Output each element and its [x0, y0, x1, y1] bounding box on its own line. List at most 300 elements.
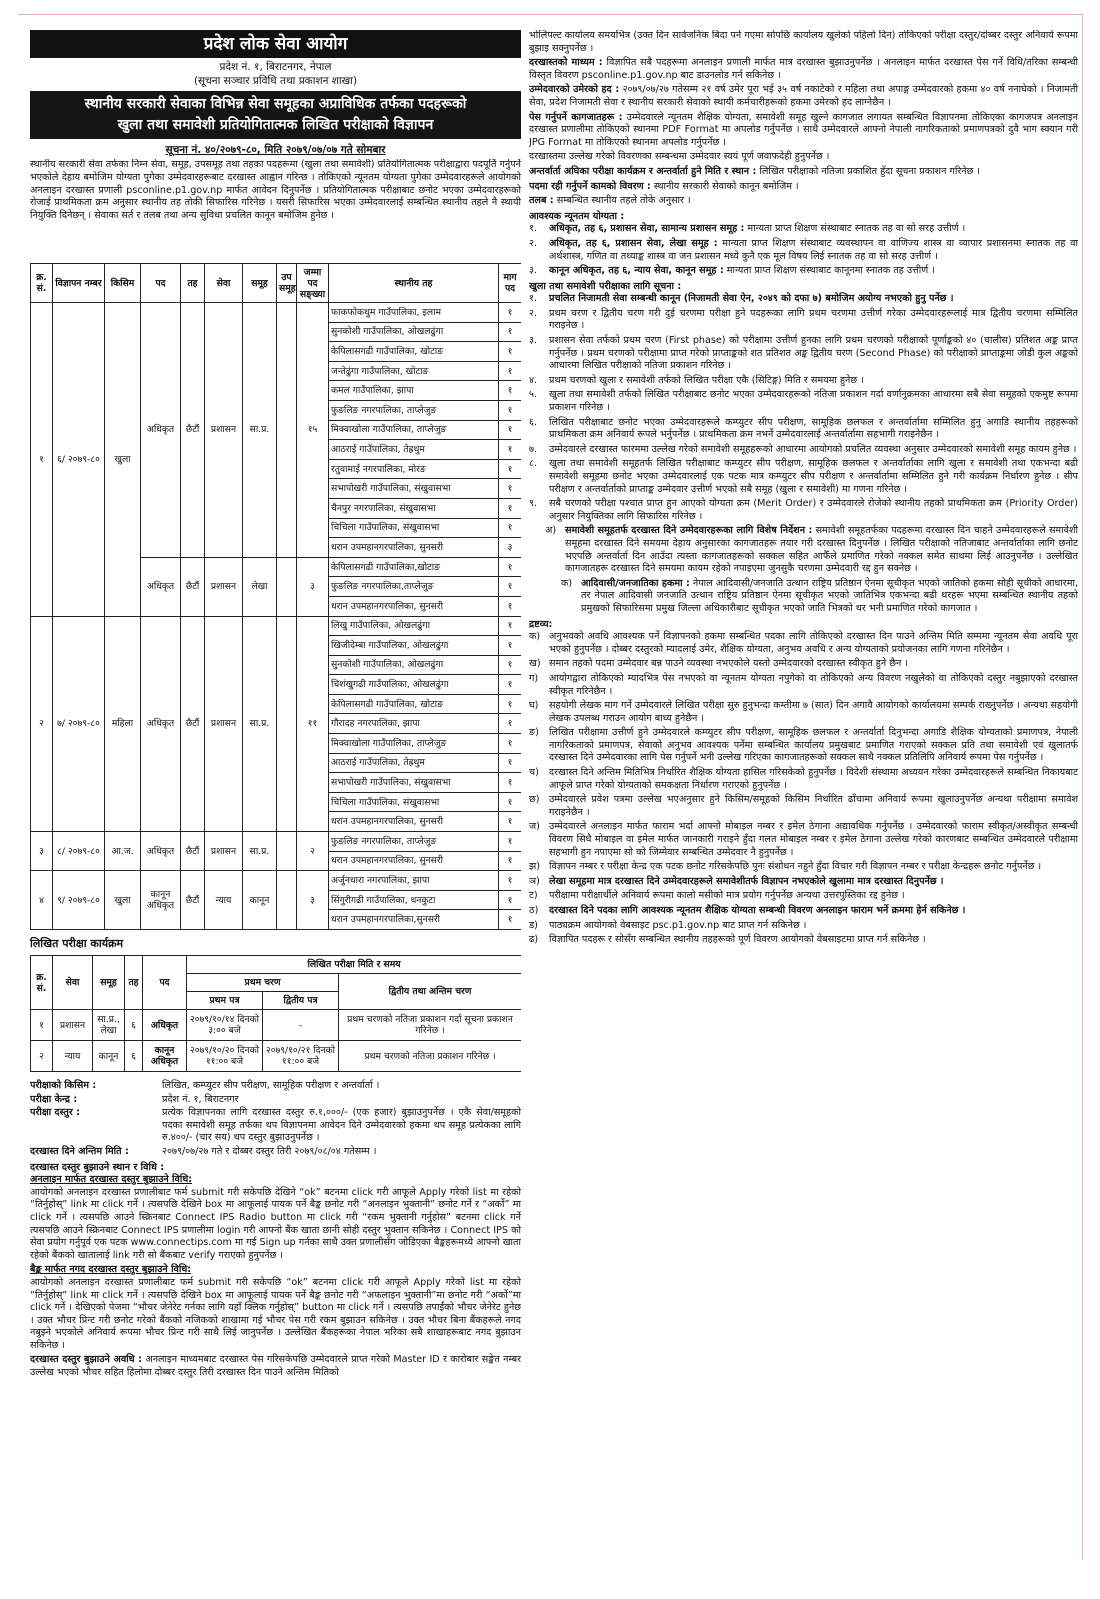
list-text: खुला तथा समावेशी तर्फको लिखित परीक्षाबाट छनोट भएका उम्मेदवारहरूको नतिजा प्रकाशन गर्दा वर्णानुक्रमका आधारमा सबै सेवा समूहको एकमुष्ट रूपमा प्रकाशन गरिनेछ ।: [549, 389, 1078, 414]
list-body: [549, 861, 1078, 874]
cell-demand: १: [499, 773, 522, 793]
list-text: विज्ञापित पदहरू र सोसँग सम्बन्धित स्थानीय तहहरूको पूर्ण विवरण आयोगको वेबसाइटमा प्राप्त गर्न सकिनेछ ।: [549, 934, 926, 946]
table-row: [31, 832, 522, 852]
table-row: [31, 1010, 522, 1041]
cell-p1: २०७९/१०/१४ दिनको ३:०० बजे: [187, 1010, 263, 1041]
cell-demand: १: [499, 734, 522, 754]
list-item: [529, 238, 1078, 263]
cell-pad: अधिकृत: [141, 557, 181, 616]
list-number: ट): [529, 890, 538, 902]
info-row: [30, 1146, 521, 1159]
vacancy-col-header: क्र. सं.: [31, 264, 53, 303]
list-body: [549, 905, 1078, 918]
cell-local-level: धरान उपमहानगरपालिका, सुनसरी: [329, 538, 499, 558]
list-label: समावेशी समूहतर्फ दरखास्त दिने उम्मेदवारहरूका लागि विशेष निर्देशन :: [565, 525, 813, 537]
cell-upsamuh: [277, 871, 297, 930]
cell-local-level: सुनकोशी गाउँपालिका, ओखलढुंगा: [329, 655, 499, 675]
list-item: [529, 700, 1078, 725]
paragraph: [529, 151, 1078, 164]
exam-details: [30, 1080, 521, 1380]
cell-local-level: फाकफोकथुम गाउँपालिका, इलाम: [329, 303, 499, 323]
paragraph-text: भोलिपल्ट कार्यालय समयभित्र (उक्त दिन सार्वजनिक बिदा पर्न गएमा सोपछि कार्यालय खुलेको पहिलो दिन) तोकिएको परीक्षा दस्तुर/दोब्बर दस्तुर अनिवार्य रूपमा बुझाइ सक्नुपर्नेछ ।: [529, 30, 1078, 54]
cell-local-level: धरान उपमहानगरपालिका, सुनसरी: [329, 851, 499, 871]
list-text: उम्मेदवारले अनलाइन मार्फत फाराम भर्दा आफ्नो मोबाइल नम्बर र इमेल ठेगाना अद्यावधिक गर्नुपर्नेछ । उम्मेदवारको फाराम स्वीकृत/अस्वीकृत सम्बन्धी विवरण सिधै मोबाइल वा इमेल मार्फत जानकारी गराइने हुँदा गलत मोबाइल नम्बर र इमेल ठेगाना उल्लेख गरेको कारणबाट सम्बन्धित उम्मेदवारले परीक्षामा सहभागी हुन नपाएमा सो को जिम्मेवार सम्बन्धित उम्मेदवार नै हुनुपर्नेछ ।: [549, 821, 1078, 858]
cell-pad: अधिकृत: [141, 303, 181, 558]
cell-local-level: कमल गाउँपालिका, झापा: [329, 381, 499, 401]
list-item: [529, 375, 1078, 388]
info-label: परीक्षा केन्द्र :: [30, 1093, 78, 1105]
cell-demand: ३: [499, 538, 522, 558]
cell-local-level: सिंगुरीगढी गाउँपालिका, धनकुटा: [329, 890, 499, 910]
list-item: [529, 458, 1078, 496]
list-item: [529, 727, 1078, 765]
cell-demand: १: [499, 753, 522, 773]
cell-p1: २०७९/१०/२० दिनको ११:०० बजे: [187, 1041, 263, 1072]
col-taha: तह: [125, 956, 143, 1010]
list-number: क): [561, 577, 573, 589]
cell-p2: २०७९/१०/२१ दिनको ११:०० बजे: [263, 1041, 339, 1072]
cell-local-level: लिखु गाउँपालिका, ओखलढुंगा: [329, 616, 499, 636]
cell-demand: १: [499, 871, 522, 891]
cell-sn: १: [31, 1010, 53, 1041]
list-number: १.: [529, 223, 538, 235]
list-number: छ): [529, 794, 540, 806]
vacancy-col-header: उप समूह: [277, 264, 297, 303]
col-first-phase: प्रथम चरण: [187, 974, 339, 992]
paragraph-label: पदमा रही गर्नुपर्ने कामको विवरण :: [529, 180, 651, 192]
list-number: २.: [529, 307, 538, 319]
info-value: प्रत्येक विज्ञापनका लागि दरखास्त दस्तुर रु.१,०००/- (एक हजार) बुझाउनुपर्नेछ । एकै सेवा/समूहको पदका समावेशी समूह तर्फका थप विज्ञापनमा आवेदन दिने उम्मेदवारको हकमा थप समूह प्रत्येकका लागि रु.४००/- (चार सय) थप दस्तुर बुझाउनुपर्नेछ ।: [162, 1107, 521, 1144]
list-label: अधिकृत, तह ६, प्रशासन सेवा, सामान्य प्रशासन समूह :: [549, 223, 745, 235]
cell-demand: १: [499, 479, 522, 499]
table-row: [31, 303, 522, 323]
cell-demand: १: [499, 518, 522, 538]
cell-kisim: खुला: [105, 871, 141, 930]
cell-total: ३: [297, 557, 329, 616]
paragraph-text: स्थानीय सरकारी सेवाको कानून बमोजिम ।: [653, 180, 799, 192]
paragraph: [529, 181, 1078, 194]
list-body: [549, 335, 1078, 373]
list-body: [549, 794, 1078, 819]
cell-demand: १: [499, 890, 522, 910]
vacancy-col-header: समूह: [243, 264, 277, 303]
col-sewa: सेवा: [53, 956, 93, 1010]
cell-pad: अधिकृत: [141, 616, 181, 832]
cell-demand: १: [499, 381, 522, 401]
list-body: [549, 821, 1078, 859]
vacancy-table-header: [31, 264, 522, 303]
list-number: २.: [529, 237, 538, 249]
list-text: उम्मेदवारले दरखास्त फारममा उल्लेख गरेको समावेशी समूहहरूको आधारमा आयोगको प्रचलित व्यवस्था अनुसार उम्मेदवारको समावेशी समूह कायम हुनेछ ।: [549, 443, 1077, 455]
top-border-line: [18, 14, 1082, 15]
paragraph-label: उम्मेदवारको उमेरको हद :: [529, 84, 620, 96]
col-sn: क्र. सं.: [31, 956, 53, 1010]
list-body: [549, 767, 1078, 792]
list-number: च): [529, 767, 539, 779]
col-second-phase: द्वितीय तथा अन्तिम चरण: [339, 974, 522, 1010]
cell-samuh: सा.प्र.: [243, 303, 277, 558]
paragraph: [529, 84, 1078, 109]
commission-address: प्रदेश नं. १, बिराटनगर, नेपाल: [219, 61, 332, 73]
cell-local-level: गौरादह नगरपालिका, झापा: [329, 714, 499, 734]
list-text: अनुभवको अवधि आवश्यक पर्ने विज्ञापनको हकमा सम्बन्धित पदका लागि तोकिएको दरखास्त दिन पाउने अन्तिम मिति सम्ममा न्यूनतम सेवा अवधि पूरा भएको हुनुपर्नेछ । दोब्बर दस्तुरको म्यादलाई उमेर, शैक्षिक योग्यता, अनुभव अवधि र अन्य योग्यताको प्रयोजनका लागि गणना गरिनेछैन ।: [549, 631, 1078, 655]
vacancy-col-header: तह: [181, 264, 205, 303]
list-body: [549, 293, 1078, 306]
paragraph: [30, 1354, 521, 1379]
cell-demand: १: [499, 440, 522, 460]
cell-sn: २: [31, 1041, 53, 1072]
section-heading: द्रष्टव्य:: [529, 618, 553, 630]
cell-samuh: सा.प्र.: [243, 616, 277, 832]
cell-kisim: खुला: [105, 303, 141, 617]
paragraph-text: २०७९/०७/२७ गतेसम्म २१ वर्ष उमेर पूरा भई ३५ वर्ष नकाटेको र महिला तथा अपाङ्ग उम्मेदवारको हकमा ४० वर्ष ननाघेको । निजामती सेवा, प्रदेश निजामती सेवा र स्थानीय सरकारी सेवाको स्थायी कर्मचारीहरूको हकमा उमेरको हद लाग्नेछैन ।: [529, 84, 1078, 108]
cell-local-level: मिक्वाखोला गाउँपालिका, ताप्लेजुङ: [329, 734, 499, 754]
paragraph: [529, 57, 1078, 82]
cell-kisim: महिला: [105, 616, 141, 832]
cell-total: २: [297, 832, 329, 871]
cell-demand: १: [499, 498, 522, 518]
cell-taha: छैटौं: [181, 557, 205, 616]
list-number: ढ): [529, 934, 539, 946]
info-row: [30, 1080, 521, 1093]
list-item: [529, 293, 1078, 306]
list-number: ४.: [529, 374, 538, 386]
cell-local-level: धरान उपमहानगरपालिका, सुनसरी: [329, 596, 499, 616]
list-item: [529, 673, 1078, 698]
info-label: परीक्षाको किसिम :: [30, 1080, 97, 1091]
cell-final: प्रथम चरणको नतिजा प्रकाशन गरिनेछ ।: [339, 1041, 522, 1072]
list-text: समान तहको पदमा उम्मेदवार बन्न पाउने व्यवस्था नभएकोले यस्तो उम्मेदवारको दरखास्त स्वीकृत हुने छैन ।: [549, 658, 908, 670]
info-label: दरखास्त दिने अन्तिम मिति :: [30, 1145, 129, 1157]
vacancy-col-header: विज्ञापन नम्बर: [53, 264, 105, 303]
vacancy-table: [30, 263, 521, 930]
list-item: [529, 444, 1078, 457]
cell-demand: १: [499, 420, 522, 440]
list-item: [529, 578, 1078, 616]
cell-demand: १: [499, 577, 522, 597]
cell-local-level: आठराई गाउँपालिका, तेह्रथुम: [329, 753, 499, 773]
list-number: ५.: [529, 389, 538, 401]
paragraph: [529, 195, 1078, 208]
info-value: प्रदेश नं. १, बिराटनगर: [162, 1093, 239, 1105]
paragraph-text: अनलाइन माध्यमबाट दरखास्त पेस गरिसकेपछि उम्मेदवारले प्राप्त गरेको Master ID र कारोबार सङ्केत नम्बर उल्लेख भएको भौचर सहित हिलोमा दोब्बर दस्तुर तिरी दरखास्त दिन पाउने अन्तिम मितिको: [30, 1354, 521, 1379]
list-body: [549, 876, 1078, 889]
list-item: [529, 821, 1078, 859]
list-body: [549, 700, 1078, 725]
cell-demand: १: [499, 303, 522, 323]
cell-taha: ६: [125, 1010, 143, 1041]
paragraph-text: उम्मेदवारले न्यूनतम शैक्षिक योग्यता, समावेशी समूह खुल्ने कागजात लगायत सम्बन्धित विज्ञापनमा तोकिएका कागजपत्र अनलाइन दरखास्त प्रणालीमा तोकिएको स्थानमा PDF Format मा अपलोड गर्नुपर्नेछ । साथै उम्मेदवारले आफ्नो नेपाली नागरिकताको प्रमाणपत्रको दुवै भाग स्क्यान गरी JPG Format मा तोकिएको स्थानमा अपलोड गर्नुपर्नेछ ।: [529, 111, 1078, 148]
list-text: प्रथम चरणको खुला र समावेशी तर्फको लिखित परीक्षा एकै (सिटिङ्ग) मिति र समयमा हुनेछ ।: [549, 374, 864, 386]
cell-demand: १: [499, 459, 522, 479]
subsection-heading: बैङ्क मार्फत नगद दरखास्त दस्तुर बुझाउने विधि:: [30, 1264, 192, 1276]
cell-samuh: सा.प्र., लेखा: [93, 1010, 125, 1041]
exam-schedule-title: लिखित परीक्षा कार्यक्रम: [30, 937, 124, 950]
list-body: [549, 498, 1078, 523]
cell-adv: ७/ २०७९-८०: [53, 616, 105, 832]
cell-demand: १: [499, 400, 522, 420]
list-text: उम्मेदवारले प्रवेश पत्रमा उल्लेख भएअनुसार हुने किसिम/समूहको किसिम निर्धारित ढाँचामा अनिवार्य रूपमा खुलाउनुपर्नेछ अन्यथा परीक्षामा समावेश गराइनेछैन ।: [549, 794, 1078, 818]
list-item: [529, 308, 1078, 333]
cell-samuh: लेखा: [243, 557, 277, 616]
list-number: ६.: [529, 416, 538, 428]
cell-local-level: चैनपुर नगरपालिका, संखुवासभा: [329, 498, 499, 518]
cell-local-level: जन्तेढुंगा गाउँपालिका, खोटाङ: [329, 361, 499, 381]
vacancy-col-header: स्थानीय तह: [329, 264, 499, 303]
list-item: [529, 631, 1078, 656]
col-datetime: लिखित परीक्षा मिति र समय: [187, 956, 522, 974]
list-body: [549, 920, 1078, 933]
heading-line-1: स्थानीय सरकारी सेवाका विभिन्न सेवा समूहका अप्राविधिक तर्फका पदहरूको: [84, 96, 467, 112]
cell-local-level: आठराई गाउँपालिका, तेह्रथुम: [329, 440, 499, 460]
paragraph-label: अन्तर्वार्ता अघिका परीक्षा कार्यक्रम र अन्तर्वार्ता हुने मिति र स्थान :: [529, 165, 757, 177]
col-samuh: समूह: [93, 956, 125, 1010]
list-text: आयोगद्वारा तोकिएको म्यादभित्र पेस नभएको वा न्यूनतम योग्यता नपुगेको वा तोकिएको अन्य विवरण नखुलेको वा तोकिएको दस्तुर नबुझाएको दरखास्त स्वीकृत गरिनेछैन ।: [549, 672, 1078, 697]
cell-sn: २: [31, 616, 53, 832]
cell-adv: ९/ २०७९-८०: [53, 871, 105, 930]
cell-sewa: न्याय: [205, 871, 243, 930]
cell-local-level: केपिलासगढी गाउँपालिका, खोटाङ: [329, 342, 499, 362]
cell-total: १५: [297, 303, 329, 558]
list-number: १.: [529, 293, 538, 305]
cell-final: प्रथम चरणको नतिजा प्रकाशन गर्दा सूचना प्रकाशन गरिनेछ ।: [339, 1010, 522, 1041]
cell-total: ११: [297, 616, 329, 832]
cell-demand: १: [499, 792, 522, 812]
intro-paragraph: स्थानीय सरकारी सेवा तर्फका निम्न सेवा, समूह, उपसमूह तथा तहका पदहरूमा (खुला तथा समावेशी) प्रतियोगितात्मक परीक्षाद्वारा पदपूर्ति गर्नुपर्ने भएकोले देहाय बमोजिम योग्यता पुगेका उम्मेदवारहरूबाट दरखास्त आह्वान गरिन्छ । तोकिएको न्यूनतम योग्यता पुगेका उम्मेदवारहरूले आयोगको अनलाइन दरखास्त प्रणाली psconline.p1.gov.np मार्फत आवेदन दिनुपर्नेछ । प्रतियोगितात्मक परीक्षाबाट छनोट भएका उम्मेदवारहरूको रोजाई प्राथमिकता क्रम अनुसार स्थानीय तह तोकी सिफारिस गरिनेछ । यसरी सिफारिस भएका उम्मेदवारलाई सम्बन्धित स्थानीय तहले नै स्थायी नियुक्ति दिनेछन् । सेवाका सर्त र तलब तथा अन्य सुविधा प्रचलित कानून बमोजिम हुनेछ ।: [30, 159, 521, 222]
cell-sn: ३: [31, 832, 53, 871]
cell-upsamuh: [277, 616, 297, 832]
list-body: [549, 727, 1078, 765]
list-item: [529, 389, 1078, 414]
list-item: [529, 223, 1078, 236]
paragraph-label: तलब :: [529, 195, 554, 207]
cell-local-level: केपिलासगढी गाउँपालिका,खोटाङ: [329, 557, 499, 577]
list-item: [529, 525, 1078, 575]
cell-samuh: कानून: [93, 1041, 125, 1072]
list-body: [549, 444, 1078, 457]
cell-demand: १: [499, 557, 522, 577]
cell-upsamuh: [277, 303, 297, 558]
list-text: परीक्षामा परीक्षार्थीले अनिवार्य रूपमा कालो मसीको मात्र प्रयोग गर्नुपर्नेछ अन्यथा उत्तरपुस्तिका रद्द हुनेछ ।: [549, 890, 905, 902]
commission-title: प्रदेश लोक सेवा आयोग: [30, 30, 521, 58]
list-number: ३.: [529, 265, 538, 277]
list-text: प्रशासन सेवा तर्फको प्रथम चरण (First phase) को परीक्षामा उत्तीर्ण हुनका लागि प्रथम चरणको परीक्षाको पूर्णाङ्कको ४० (चालीस) प्रतिशत अङ्क प्राप्त गर्नुपर्नेछ । प्रथम चरणको परीक्षामा प्राप्त गरेको प्राप्ताङ्कको शत प्रतिशत अङ्क द्वितीय चरण (Second Phase) को परीक्षाको प्राप्ताङ्कमा जोडी कुल अङ्कको आधारमा लिखित परीक्षाको नतिजा प्रकाशन गरिनेछ ।: [549, 335, 1078, 372]
table-row: [31, 871, 522, 891]
cell-pad: अधिकृत: [141, 832, 181, 871]
cell-sewa: प्रशासन: [205, 832, 243, 871]
subsection-heading: अनलाइन मार्फत दरखास्त दस्तुर बुझाउने विधि:: [30, 1174, 193, 1186]
cell-local-level: अर्जुनधारा नगरपालिका, झापा: [329, 871, 499, 891]
info-row: [30, 1107, 521, 1145]
list-text: विज्ञापन नम्बर र परीक्षा केन्द्र एक पटक छनोट गरिसकेपछि पुनः संशोधन नहुने हुँदा विचार गरी विज्ञापन नम्बर र परीक्षा केन्द्रहरू छनोट गर्नुपर्नेछ ।: [549, 861, 1042, 873]
list-item: [529, 876, 1078, 889]
list-body: [549, 308, 1078, 333]
list-number: अ): [545, 525, 557, 537]
list-number: ज): [529, 821, 540, 833]
list-body: [581, 578, 1078, 616]
cell-kisim: आ.ज.: [105, 832, 141, 871]
cell-local-level: फुङलिङ नगरपालिका, ताप्लेजुङ: [329, 832, 499, 852]
list-text: प्रथम चरण र द्वितीय चरण गरी दुई चरणमा परीक्षा हुने पदहरूका लागि प्रथम चरणमा उत्तीर्ण गरेका उम्मेदवारहरूलाई मात्र द्वितीय चरणमा सम्मिलित गराइनेछ ।: [549, 307, 1078, 332]
cell-p2: -: [263, 1010, 339, 1041]
section-heading: आवश्यक न्यूनतम योग्यता :: [529, 210, 625, 222]
list-body: [549, 631, 1078, 656]
cell-samuh: सा.प्र.: [243, 832, 277, 871]
list-body: [549, 265, 1078, 278]
list-text: पाठ्यक्रम आयोगको वेबसाइट psc.p1.gov.np बाट प्राप्त गर्न सकिनेछ ।: [549, 919, 807, 931]
cell-demand: १: [499, 322, 522, 342]
paragraph-text: लिखित परीक्षाको नतिजा प्रकाशित हुँदा सूचना प्रकाशन गरिनेछ ।: [759, 165, 981, 177]
list-body: [549, 673, 1078, 698]
list-number: घ): [529, 700, 539, 712]
list-body: [565, 525, 1078, 575]
list-body: [549, 458, 1078, 496]
list-item: [529, 794, 1078, 819]
paragraph-label: दरखास्तको माध्यम :: [529, 57, 603, 69]
list-text: खुला तथा समावेशी समूहतर्फ लिखित परीक्षाबाट कम्प्युटर सीप परीक्षण, सामूहिक छलफल र अन्तर्वार्ताका लागि खुला र समावेशी तथा एकभन्दा बढी समावेशी समूहमा छनोट भएका उम्मेदवारलाई एक पटक मात्र कम्प्युटर सीप परीक्षण र अन्तर्वार्तामा सम्मिलित हुने गरी कार्यक्रम निर्धारण हुनेछ । सीप परीक्षण र अन्तर्वार्ताको प्राप्ताङ्क उम्मेदवार उत्तीर्ण भएको सबै समूह (खुला र समावेशी) मा गणना गरिनेछ ।: [549, 458, 1078, 495]
cell-adv: ८/ २०७९-८०: [53, 832, 105, 871]
advertisement-heading: [30, 91, 521, 139]
list-text: दरखास्त दिने अन्तिम मितिभित्र निर्धारित शैक्षिक योग्यता हासिल गरिसकेको हुनुपर्नेछ । विदेशी संस्थामा अध्ययन गरेका उम्मेदवारहरूले सम्बन्धित निकायबाट आफूले प्राप्त गरेको योग्यताको समकक्षता निर्धारण गराएको हुनुपर्नेछ ।: [549, 767, 1078, 791]
list-item: [529, 934, 1078, 947]
cell-sn: १: [31, 303, 53, 617]
cell-sewa: प्रशासन: [205, 616, 243, 832]
list-number: ख): [529, 658, 541, 670]
cell-samuh: कानून: [243, 871, 277, 930]
cell-demand: १: [499, 361, 522, 381]
list-item: [529, 861, 1078, 874]
list-text: नेपाल आदिवासी/जनजाति उत्थान राष्ट्रिय प्रतिष्ठान ऐनमा सूचीकृत भएको जातिको हकमा सोही सूचीको आधारमा, तर नेपाल आदिवासी जनजाति उत्थान राष्ट्रिय प्रतिष्ठान ऐनमा सूचीकृत भएको जातिभित्र एकभन्दा बढी थरहरू भएमा सम्बन्धित स्थानीय तहको प्रमुखको सिफारिसमा प्रमुख जिल्ला अधिकारीबाट सूचीकृत भएको जाति भित्रको थर भनी प्रमाणित गरेको कागजात ।: [581, 577, 1078, 614]
paragraph-label: पेस गर्नुपर्ने कागजातहरू :: [529, 111, 623, 123]
cell-taha: ६: [125, 1041, 143, 1072]
cell-local-level: सुनकोशी गाउँपालिका, ओखलढुंगा: [329, 322, 499, 342]
cell-local-level: केपिलासगढी गाउँपालिका, खोटाङ: [329, 694, 499, 714]
list-text: समावेशी समूहतर्फका पदहरूमा दरखास्त दिन चाहने उम्मेदवारहरूले समावेशी समूहमा दरखास्त दिने समयमा देहाय अनुसारका कागजातहरू तयार गरी दरखास्त दिनुपर्नेछ । लिखित परीक्षाको नतिजाबाट अन्तर्वार्ताका लागि छनोट भएपछि अन्तर्वार्ता दिन आउँदा त्यस्ता कागजातहरूको सक्कल सहित आफैँले प्रमाणित गरेको नक्कल समेत साथमा लिई आउनुपर्नेछ । उल्लेखित कागजातहरू दरखास्त दिने समयमा कायम रहेको नपाइएमा जुनसुकै चरणमा उम्मेदवारी रद्द हुन सक्नेछ ।: [565, 525, 1078, 575]
list-body: [549, 417, 1078, 442]
cell-demand: १: [499, 636, 522, 656]
cell-local-level: खिजीदेम्बा गाउँपालिका, ओखलढुंगा: [329, 636, 499, 656]
list-text: मान्यता प्राप्त शिक्षण संस्थाबाट कानूनमा स्नातक तह उत्तीर्ण ।: [726, 265, 935, 277]
list-text: सबै चरणको परीक्षा पश्चात प्राप्त हुन आएको योग्यता क्रम (Merit Order) र उम्मेदवारले रोजेको स्थानीय तहको प्राथमिकता क्रम (Priority Order) अनुसार नियुक्तिका लागि सिफारिस गरिनेछ ।: [549, 498, 1078, 522]
cell-demand: १: [499, 832, 522, 852]
list-number: क): [529, 631, 541, 643]
cell-sewa: प्रशासन: [53, 1010, 93, 1041]
list-number: ङ): [529, 727, 539, 739]
exam-schedule-table: [30, 955, 521, 1072]
list-number: ३.: [529, 335, 538, 347]
list-label: आदिवासी/जनजातिका हकमा :: [581, 577, 690, 589]
commission-branch: (सूचना सञ्चार प्रविधि तथा प्रकाशन शाखा): [193, 75, 358, 87]
cell-total: ३: [297, 871, 329, 930]
right-column: [529, 30, 1078, 1545]
list-text: लिखित परीक्षाबाट छनोट भएका उम्मेदवारहरूले कम्प्युटर सीप परीक्षण, सामूहिक छलफल र अन्तर्वार्तामा सम्मिलित हुनु अगाडि स्थानीय तहहरूको प्राथमिकता क्रम अनिवार्य रूपले भर्नुपर्नेछ । प्राथमिकता क्रम नभर्ने उम्मेदवारलाई अन्तर्वार्तामा सहभागी गराइनेछैन ।: [549, 416, 1078, 441]
table-row: [31, 1041, 522, 1072]
list-text: लिखित परीक्षामा उत्तीर्ण हुने उम्मेदवारले कम्प्युटर सीप परीक्षण, सामूहिक छलफल र अन्तर्वार्ता दिनुभन्दा अगाडि शैक्षिक योग्यताको प्रमाणपत्र, नेपाली नागरिकताको प्रमाणपत्र, सेवाको अनुभव आवश्यक पर्नेमा सम्बन्धित कार्यालय प्रमुखबाट प्रमाणित गराएको सक्कल प्रति तथा समावेशी एवं खुलातर्फ दरखास्त दिने उम्मेदवारका लागि पेस गर्नुपर्ने भनी उल्लेख गरिएका कागजातहरूको सक्कल साथै नक्कल प्रतिलिपि अनिवार्य रूपमा पेस गर्नुपर्नेछ ।: [549, 727, 1078, 764]
paragraph: [529, 112, 1078, 150]
list-body: [549, 890, 1078, 903]
cell-local-level: धरान उपमहानगरपालिका, सुनसरी: [329, 812, 499, 832]
paragraph-text: विज्ञापित सबै पदहरूमा अनलाइन प्रणाली मार्फत मात्र दरखास्त बुझाउनुपर्नेछ । अनलाइन मार्फत दरखास्त पेस गर्ने विधि/तरिका सम्बन्धी विस्तृत विवरण psconline.p1.gov.np बाट डाउनलोड गर्न सकिनेछ ।: [529, 57, 1078, 81]
paragraph: [30, 1187, 521, 1263]
list-item: [529, 767, 1078, 792]
info-row: [30, 1094, 521, 1107]
paragraph: [529, 166, 1078, 179]
cell-upsamuh: [277, 832, 297, 871]
cell-local-level: धरान उपमहानगरपालिका,सुनसरी: [329, 910, 499, 930]
list-item: [529, 417, 1078, 442]
cell-demand: १: [499, 694, 522, 714]
paragraph-text: आयोगको अनलाइन दरखास्त प्रणालीबाट फर्म submit गरी सकेपछि “ok” बटनमा click गरी आफूले Apply गरेको list मा रहेको “तिर्नुहोस्” link मा click गर्ने । त्यसपछि देखिने box मा आफूलाई पायक पर्ने बैङ्क छनोट गरी “अफलाइन भुक्तानी”मा छनोट गरी “अर्को”मा click गर्ने । देखिएको पेजमा “भौचर जेनेरेट गर्नका लागि यहाँ क्लिक गर्नुहोस्” button मा click गर्ने । त्यसपछि तपाईंको भौचर जेनेरेट हुनेछ । उक्त भौचर प्रिन्ट गरी छनोट गरेको बैंकको नजिकको शाखामा गई भौचर पेस गरी रकम बुझाउन सकिनेछ । उक्त भौचर बिना बैंकहरूले नगद नबुझ्ने भएकोले अनिवार्य रूपमा भौचर प्रिन्ट गरी साथै लिई जानुपर्नेछ । उल्लेखित बैंकहरूका नेपाल भरिका सबै शाखाहरूबाट नगद बुझाउन सकिनेछ ।: [30, 1276, 521, 1351]
list-text: दरखास्त दिने पदका लागि आवश्यक न्यूनतम शैक्षिक योग्यता सम्बन्धी विवरण अनलाइन फाराम भर्ने क्रममा हेर्न सकिनेछ ।: [549, 905, 966, 916]
cell-sn: ४: [31, 871, 53, 930]
list-item: [529, 265, 1078, 278]
paragraph-text: सम्बन्धित स्थानीय तहले तोके अनुसार ।: [556, 195, 691, 207]
list-number: ड): [529, 919, 538, 931]
list-item: [529, 658, 1078, 671]
cell-demand: १: [499, 675, 522, 695]
paragraph: [30, 1277, 521, 1353]
cell-taha: छैटौं: [181, 871, 205, 930]
cell-local-level: चिचिला गाउँपालिका, संखुवासभा: [329, 518, 499, 538]
list-body: [549, 375, 1078, 388]
paragraph-text: दरखास्तमा उल्लेख गरेको विवरणका सम्बन्धमा उम्मेदवार स्वयं पूर्ण जवाफदेही हुनुपर्नेछ ।: [529, 151, 830, 163]
info-label: परीक्षा दस्तुर :: [30, 1107, 80, 1119]
notice-number: सूचना नं. ४०/२०७९-८०, मिति २०७९/०७/०७ गते सोमबार: [165, 144, 386, 156]
list-label: अधिकृत, तह ६, प्रशासन सेवा, लेखा समूह :: [549, 237, 718, 249]
list-number: ७.: [529, 443, 538, 455]
cell-local-level: रतुवामाई नगरपालिका, मोरङ: [329, 459, 499, 479]
right-border-line: [1082, 14, 1083, 1559]
list-text: मान्यता प्राप्त शिक्षण संस्थाबाट स्नातक तह वा सो सरह उत्तीर्ण ।: [747, 223, 966, 235]
list-number: ९.: [529, 498, 538, 510]
heading-line-2: खुला तथा समावेशी प्रतियोगितात्मक लिखित परीक्षाको विज्ञापन: [117, 117, 434, 133]
list-number: ग): [529, 672, 539, 684]
cell-sewa: न्याय: [53, 1041, 93, 1072]
list-label: कानून अधिकृत, तह ६, न्याय सेवा, कानून समूह :: [549, 265, 724, 277]
section-heading: दरखास्त दस्तुर बुझाउने स्थान र विधि :: [30, 1161, 165, 1173]
cell-local-level: फुङलिङ नगरपालिका, ताप्लेजुङ: [329, 400, 499, 420]
list-item: [529, 920, 1078, 933]
vacancy-col-header: किसिम: [105, 264, 141, 303]
vacancy-col-header: माग पद: [499, 264, 522, 303]
cell-sewa: प्रशासन: [205, 303, 243, 558]
vacancy-col-header: पद: [141, 264, 181, 303]
list-body: [549, 934, 1078, 947]
list-number: ठ): [529, 905, 539, 916]
cell-taha: छैटौं: [181, 832, 205, 871]
cell-local-level: चिशंखुगढी गाउँपालिका, ओखलढुंगा: [329, 675, 499, 695]
paragraph-text: आयोगको अनलाइन दरखास्त प्रणालीबाट फर्म submit गरी सकेपछि देखिने “ok” बटनमा click गरी आफूले Apply गरेको list मा रहेको “तिर्नुहोस्” link मा click गर्ने । त्यसपछि देखिने box मा आफूलाई पायक पर्ने बैङ्क छनोट गरी “अनलाइन भुक्तानी” छनोट गर्ने र “अर्को” मा click गर्ने । त्यसपछि आउने स्क्रिनबाट Connect IPS Radio button मा click गरी “रकम भुक्तानी गर्नुहोस” बटनमा click गर्ने त्यसपछि आउने स्क्रिनबाट Connect IPS प्रणालीमा login गरी आफ्नो बैंक खाता छानी सोही दस्तुर भुक्तान सकिनेछ । Connect IPS को सेवा प्रयोग गर्नुपूर्व एक पटक www.connectips.com मा गई Sign up गर्नका साथै उक्त प्रणालीसँग जोडिएका बैङ्कहरूमध्ये आफ्नो खाता रहेको बैंकको खातालाई link गरी सो बैंकबाट verify गराएको हुनुपर्नेछ ।: [30, 1186, 521, 1261]
cell-local-level: सभापोखरी गाउँपालिका, संखुवासभा: [329, 773, 499, 793]
cell-local-level: सभापोखरी गाउँपालिका, संखुवासभा: [329, 479, 499, 499]
list-body: [549, 238, 1078, 263]
list-text: लेखा समूहमा मात्र दरखास्त दिने उम्मेदवारहरूले समावेशीतर्फ विज्ञापन नभएकोले खुलामा मात्र दरखास्त दिनुपर्नेछ ।: [549, 875, 944, 887]
cell-upsamuh: [277, 557, 297, 616]
list-item: [529, 905, 1078, 918]
vacancy-col-header: जम्मा पद सङ्ख्या: [297, 264, 329, 303]
list-number: झ): [529, 861, 540, 873]
vacancy-col-header: सेवा: [205, 264, 243, 303]
cell-demand: १: [499, 714, 522, 734]
cell-local-level: मिक्वाखोला गाउँपालिका, ताप्लेजुङ: [329, 420, 499, 440]
list-item: [529, 498, 1078, 523]
left-column: [30, 30, 521, 1545]
cell-demand: १: [499, 812, 522, 832]
cell-pad: कानून अधिकृत: [141, 871, 181, 930]
cell-demand: १: [499, 655, 522, 675]
cell-adv: ६/ २०७९-८०: [53, 303, 105, 617]
info-value: लिखित, कम्प्युटर सीप परीक्षण, सामूहिक परीक्षण र अन्तर्वार्ता ।: [162, 1080, 380, 1091]
